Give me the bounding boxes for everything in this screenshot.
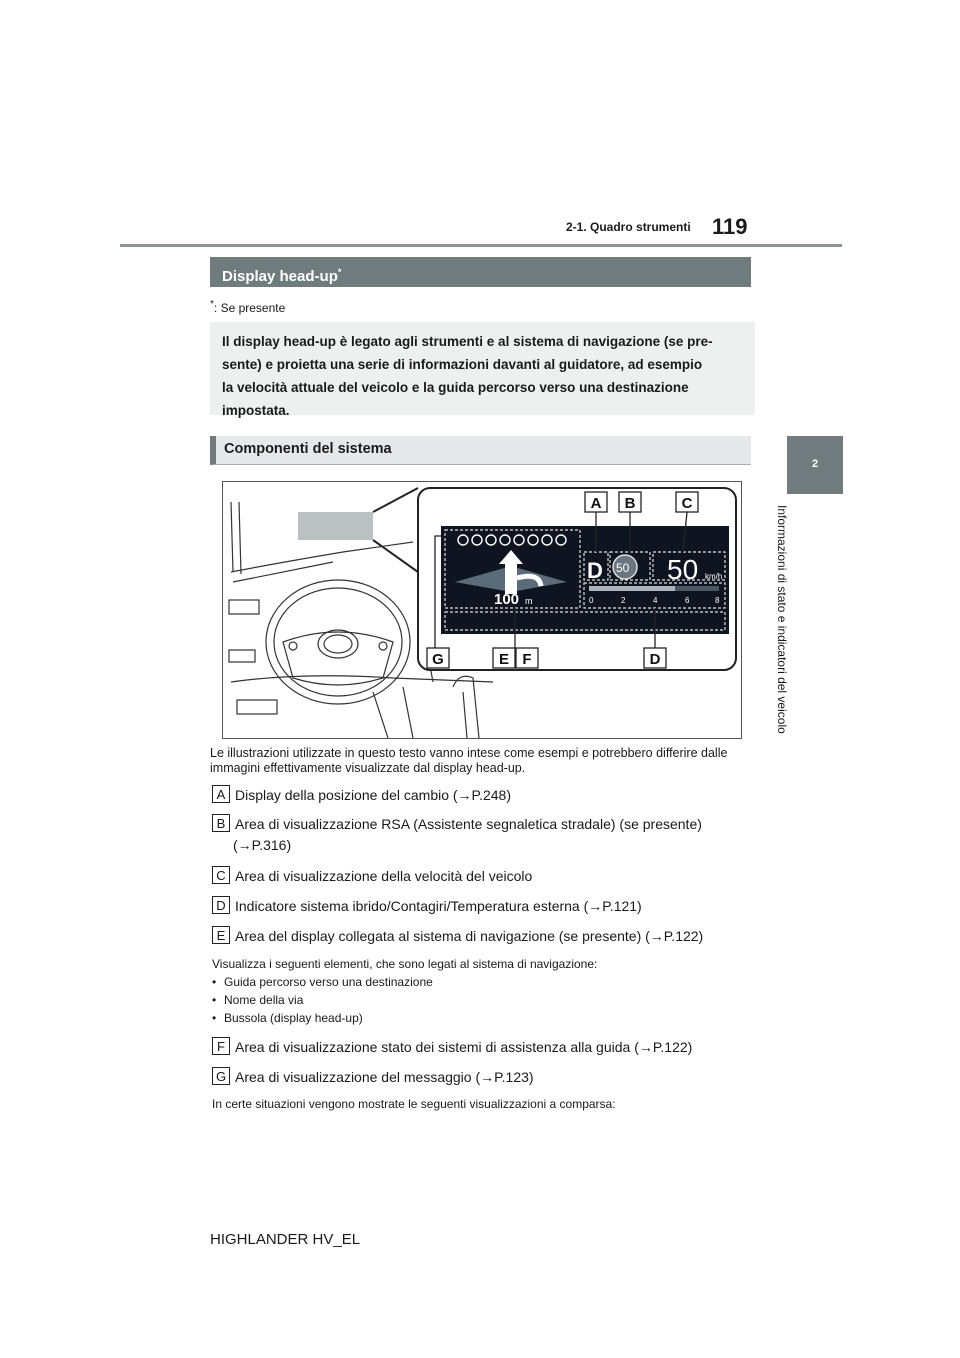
intro-line: sente) e proietta una serie di informazioni davanti al guidatore, ad esempio [222,357,703,372]
bullet-item: • Nome della via [212,993,304,1007]
item-key: F [212,1037,230,1055]
callout-label: A [590,495,602,512]
speed-unit: km/h [705,572,723,581]
header-rule [120,244,842,247]
intro-line: Il display head-up è legato agli strumenti e al sistema di navigazione (se pre- [222,334,713,349]
chapter-tab: 2 [787,436,843,494]
item-key: C [212,866,230,884]
bullet-text: Nome della via [224,993,304,1007]
callout-label: B [624,495,636,512]
item-text: Area del display collegata al sistema di navigazione (se presente) (→P.122) [235,928,704,944]
item-text: Area di visualizzazione stato dei sistemi di assistenza alla guida (→P.122) [235,1039,693,1055]
bullet-item: • Bussola (display head-up) [212,1011,363,1025]
footnote-star: * [210,299,214,310]
item-key: G [212,1067,230,1085]
speed-value: 50 [667,554,699,585]
component-item-f [212,1037,692,1057]
hybrid-indicator-fill [589,586,675,591]
intro-line: la velocità attuale del veicolo e la guida percorso verso una destinazione [222,380,689,395]
chapter-side-label [775,505,805,770]
component-item-c [212,866,532,886]
component-item-b [212,814,702,834]
scale-tick: 8 [715,596,720,605]
callout-label: F [522,651,532,668]
intro-box [210,322,755,418]
intro-line: impostata. [222,403,290,418]
projection-area [298,512,373,540]
chapter-side-label-text: Informazioni di stato e indicatori del veicolo [775,505,789,734]
callout-lines [373,488,418,572]
item-key: A [212,785,230,803]
distance-value: 100 [494,591,520,608]
heading-asterisk: * [337,267,342,277]
figure-caption [210,746,755,776]
bullet-text: Guida percorso verso una destinazione [224,975,433,989]
component-item-d [212,896,642,916]
scale-tick: 4 [653,596,658,605]
head-up-display-illustration [222,481,742,739]
component-item-b-cont: (→P.316) [233,837,292,853]
bullet-item: • Guida percorso verso una destinazione [212,975,433,989]
heading-title: Display head-up [222,268,338,285]
illustration-svg [223,482,741,738]
component-item-a [212,785,511,805]
nav-note: Visualizza i seguenti elementi, che sono legati al sistema di navigazione: [212,957,598,971]
caption-line: immagini effettivamente visualizzate dal display head-up. [210,761,526,775]
footnote-se-presente [210,299,285,315]
component-item-g [212,1067,534,1087]
bullet-text: Bussola (display head-up) [224,1011,363,1025]
distance-unit: m [525,596,533,606]
item-text: Area di visualizzazione della velocità del veicolo [235,868,533,884]
item-text: Display della posizione del cambio (→P.248) [235,787,512,803]
scale-tick: 2 [621,596,626,605]
footer-model: HIGHLANDER HV_EL [210,1231,361,1248]
rsa-sign-value: 50 [616,561,630,575]
page-number: 119 [712,214,748,239]
callout-label: D [649,651,661,668]
popup-note: In certe situazioni vengono mostrate le seguenti visualizzazioni a comparsa: [212,1097,616,1111]
item-text: Area di visualizzazione RSA (Assistente segnaletica stradale) (se presente) [235,816,702,832]
section-reference: 2-1. Quadro strumenti [566,220,691,234]
item-key: D [212,896,230,914]
item-text: Indicatore sistema ibrido/Contagiri/Temperatura esterna (→P.121) [235,898,642,914]
item-text: Area di visualizzazione del messaggio (→P.123) [235,1069,534,1085]
item-key: E [212,926,230,944]
callout-label: E [498,651,510,668]
callout-label: G [432,651,444,668]
scale-tick: 6 [685,596,690,605]
item-key: B [212,814,230,832]
scale-tick: 0 [589,596,594,605]
gear-position: D [587,558,603,583]
component-item-e [212,926,703,946]
heading-display-head-up [210,257,751,287]
caption-line: Le illustrazioni utilizzate in questo testo vanno intese come esempi e potrebbero differire dalle [210,746,728,760]
footnote-text: : Se presente [213,301,286,315]
heading-componenti: Componenti del sistema [210,436,751,465]
callout-label: C [681,495,693,512]
